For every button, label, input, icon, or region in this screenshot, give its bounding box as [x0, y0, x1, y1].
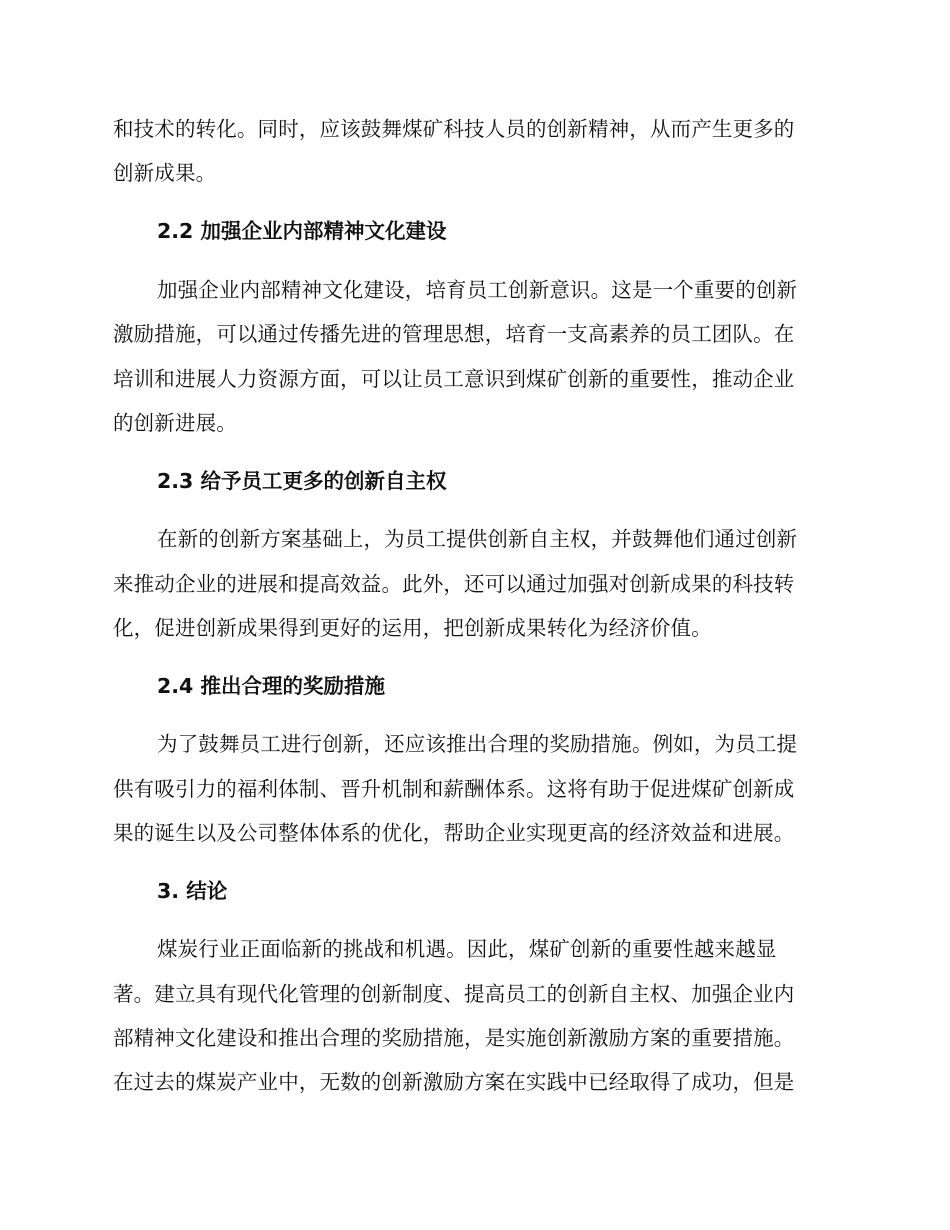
section-heading: 2.2 加强企业内部精神文化建设 [157, 219, 447, 243]
paragraph-line: 创新成果。 [113, 161, 217, 185]
paragraph-line: 著。建立具有现代化管理的创新制度、提高员工的创新自主权、加强企业内 [113, 982, 795, 1006]
paragraph-line: 培训和进展人力资源方面，可以让员工意识到煤矿创新的重要性，推动企业 [113, 367, 795, 391]
paragraph-line: 来推动企业的进展和提高效益。此外，还可以通过加强对创新成果的科技转 [113, 572, 795, 596]
paragraph-line: 在新的创新方案基础上，为员工提供创新自主权，并鼓舞他们通过创新 [157, 527, 798, 551]
paragraph-line: 果的诞生以及公司整体体系的优化，帮助企业实现更高的经济效益和进展。 [113, 821, 795, 845]
section-heading: 3. 结论 [157, 879, 228, 903]
paragraph-line: 和技术的转化。同时，应该鼓舞煤矿科技人员的创新精神，从而产生更多的 [113, 117, 795, 141]
paragraph-line: 供有吸引力的福利体制、晋升机制和薪酬体系。这将有助于促进煤矿创新成 [113, 777, 795, 801]
paragraph-line: 煤炭行业正面临新的挑战和机遇。因此，煤矿创新的重要性越来越显 [157, 937, 777, 961]
section-heading: 2.3 给予员工更多的创新自主权 [157, 469, 447, 493]
paragraph-line: 为了鼓舞员工进行创新，还应该推出合理的奖励措施。例如，为员工提 [157, 732, 798, 756]
paragraph-line: 化，促进创新成果得到更好的运用，把创新成果转化为经济价值。 [113, 616, 712, 640]
paragraph-line: 激励措施，可以通过传播先进的管理思想，培育一支高素养的员工团队。在 [113, 322, 795, 346]
section-heading: 2.4 推出合理的奖励措施 [157, 674, 385, 698]
paragraph-line: 部精神文化建设和推出合理的奖励措施，是实施创新激励方案的重要措施。 [113, 1026, 795, 1050]
paragraph-line: 在过去的煤炭产业中，无数的创新激励方案在实践中已经取得了成功，但是 [113, 1070, 795, 1094]
paragraph-line: 的创新进展。 [113, 411, 237, 435]
paragraph-line: 加强企业内部精神文化建设，培育员工创新意识。这是一个重要的创新 [157, 278, 798, 302]
